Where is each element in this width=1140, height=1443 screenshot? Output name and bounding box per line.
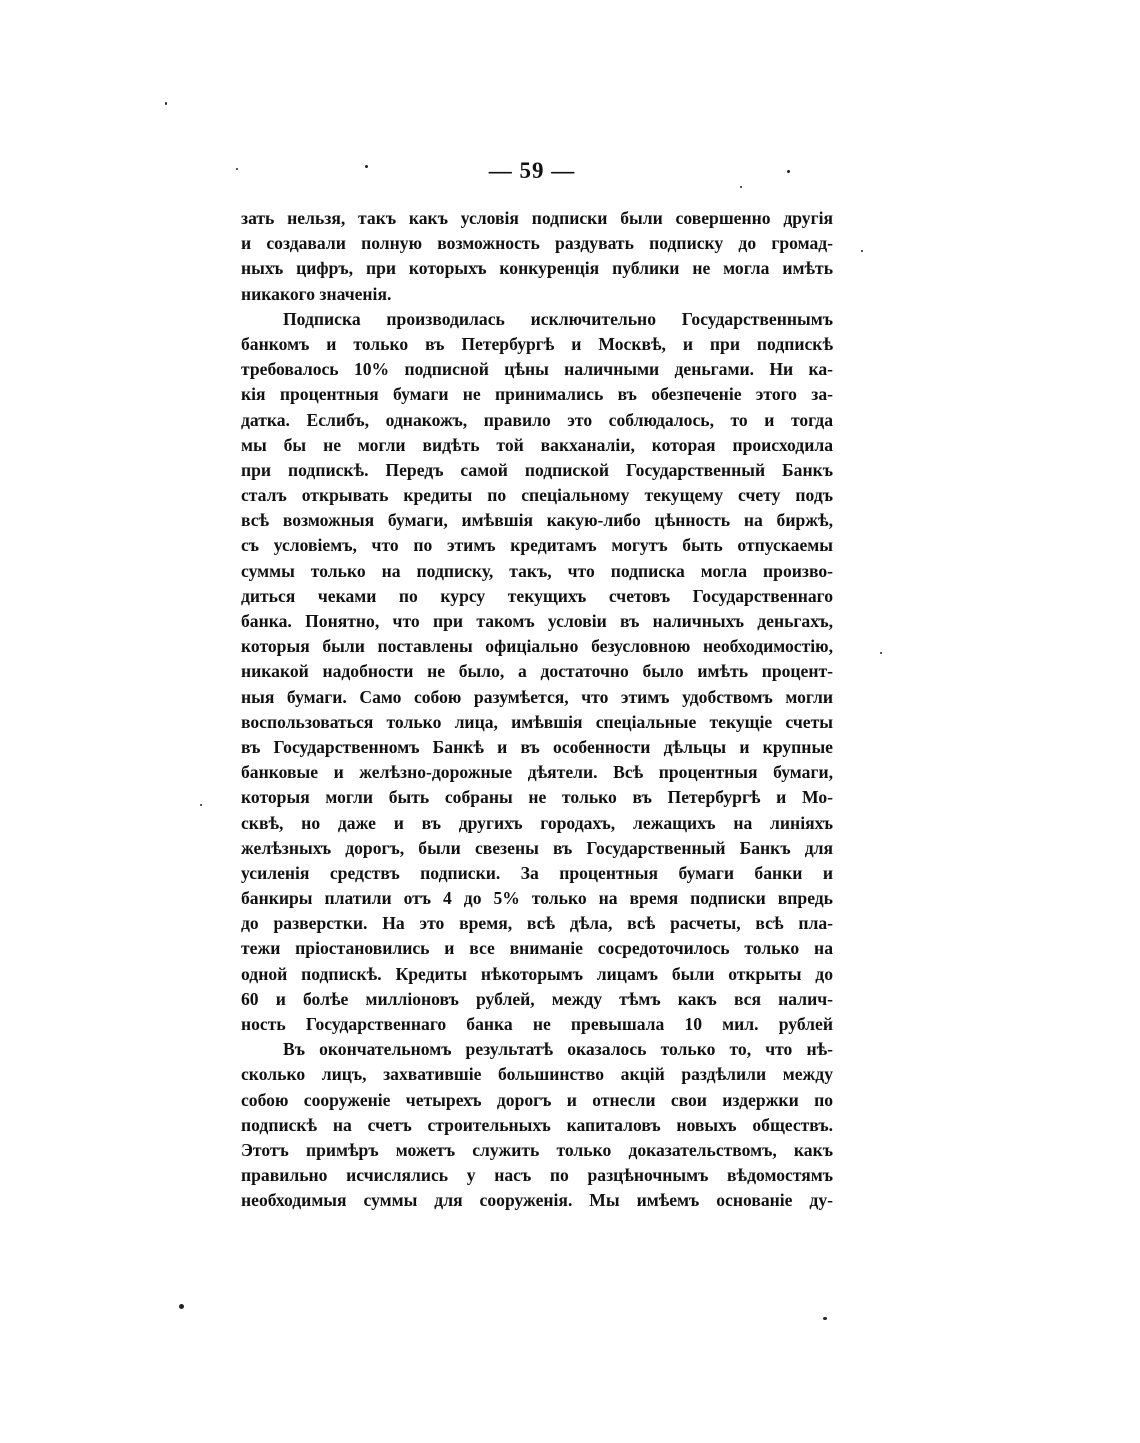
text-line: банкиры платили отъ 4 до 5% только на время подписки впредь xyxy=(241,888,833,909)
scan-speck xyxy=(200,804,202,806)
scan-speck xyxy=(165,102,167,105)
text-line: сквѣ, но даже и въ другихъ городахъ, лежащихъ на линіяхъ xyxy=(241,812,833,833)
text-line: тежи пріостановились и все вниманіе сосредоточилось только на xyxy=(241,938,833,959)
text-line: сталъ открывать кредиты по спеціальному текущему счету подъ xyxy=(241,485,833,506)
text-line: до разверстки. На это время, всѣ дѣла, всѣ расчеты, всѣ пла- xyxy=(241,913,833,934)
text-line: суммы только на подписку, такъ, что подписка могла произво- xyxy=(241,560,833,581)
text-line: никакого значенія. xyxy=(241,283,392,304)
text-line: одной подпискѣ. Кредиты нѣкоторымъ лицамъ были открыты до xyxy=(241,963,833,984)
scan-speck xyxy=(740,186,742,188)
page-number: — 59 — xyxy=(488,158,576,183)
text-line: Подписка производилась исключительно Государственнымъ xyxy=(283,308,833,329)
scan-speck xyxy=(823,1317,827,1320)
text-line: банкомъ и только въ Петербургѣ и Москвѣ, и при подпискѣ xyxy=(241,333,833,354)
scan-speck xyxy=(880,652,882,654)
scan-speck xyxy=(787,170,790,173)
text-line: ность Государственнаго банка не превышала 10 мил. рублей xyxy=(241,1014,833,1034)
text-line: ныхъ цифръ, при которыхъ конкуренція публики не могла имѣть xyxy=(241,258,833,279)
text-line: подпискѣ на счетъ строительныхъ капиталовъ новыхъ обществъ. xyxy=(241,1114,833,1135)
text-line: которыя были поставлены офиціально безусловною необходимостію, xyxy=(241,636,833,657)
text-line: воспользоваться только лица, имѣвшія спеціальные текущіе счеты xyxy=(241,711,833,732)
text-line: съ условіемъ, что по этимъ кредитамъ могутъ быть отпускаемы xyxy=(241,535,833,556)
text-line: ныя бумаги. Само собою разумѣется, что этимъ удобствомъ могли xyxy=(241,686,833,707)
text-line: мы бы не могли видѣть той вакханаліи, которая происходила xyxy=(241,434,833,455)
text-line: Этотъ примѣръ можетъ служить только доказательствомъ, какъ xyxy=(241,1139,833,1160)
scan-speck xyxy=(365,165,368,168)
text-line: въ Государственномъ Банкѣ и въ особенности дѣльцы и крупные xyxy=(241,736,833,757)
scan-speck xyxy=(179,1304,184,1309)
text-line: кія процентныя бумаги не принимались въ обезпеченіе этого за- xyxy=(241,384,833,405)
text-line: 60 и болѣе милліоновъ рублей, между тѣмъ какъ вся налич- xyxy=(241,988,833,1009)
text-line: необходимыя суммы для сооруженія. Мы имѣемъ основаніе ду- xyxy=(241,1190,833,1211)
text-line: всѣ возможныя бумаги, имѣвшія какую-либо цѣнность на биржѣ, xyxy=(241,510,833,531)
text-line: датка. Еслибъ, однакожъ, правило это соблюдалось, то и тогда xyxy=(241,409,833,430)
text-line: сколько лицъ, захватившіе большинство акцій раздѣлили между xyxy=(241,1064,833,1085)
text-line: собою сооруженіе четырехъ дорогъ и отнесли свои издержки по xyxy=(241,1089,833,1110)
scan-speck xyxy=(236,168,238,170)
text-line: зать нельзя, такъ какъ условія подписки были совершенно другія xyxy=(241,208,833,228)
text-line: диться чеками по курсу текущихъ счетовъ Государственнаго xyxy=(241,585,833,606)
text-line: Въ окончательномъ результатѣ оказалось только то, что нѣ- xyxy=(283,1039,833,1060)
text-line: никакой надобности не было, а достаточно было имѣть процент- xyxy=(241,661,833,682)
text-line: требовалось 10% подписной цѣны наличными деньгами. Ни ка- xyxy=(241,359,833,380)
text-line: при подпискѣ. Передъ самой подпиской Государственный Банкъ xyxy=(241,459,833,480)
body-text xyxy=(241,206,833,1214)
text-line: которыя могли быть собраны не только въ Петербургѣ и Мо- xyxy=(241,787,833,808)
text-line: правильно исчислялись у насъ по разцѣночнымъ вѣдомостямъ xyxy=(241,1165,833,1186)
text-line: банковые и желѣзно-дорожные дѣятели. Всѣ процентныя бумаги, xyxy=(241,762,833,783)
scan-speck xyxy=(861,250,863,252)
text-line: банка. Понятно, что при такомъ условіи въ наличныхъ деньгахъ, xyxy=(241,611,833,631)
text-line: усиленія средствъ подписки. За процентныя бумаги банки и xyxy=(241,862,833,883)
text-line: желѣзныхъ дорогъ, были свезены въ Государственный Банкъ для xyxy=(241,837,833,858)
text-line: и создавали полную возможность раздувать подписку до громад- xyxy=(241,233,833,254)
